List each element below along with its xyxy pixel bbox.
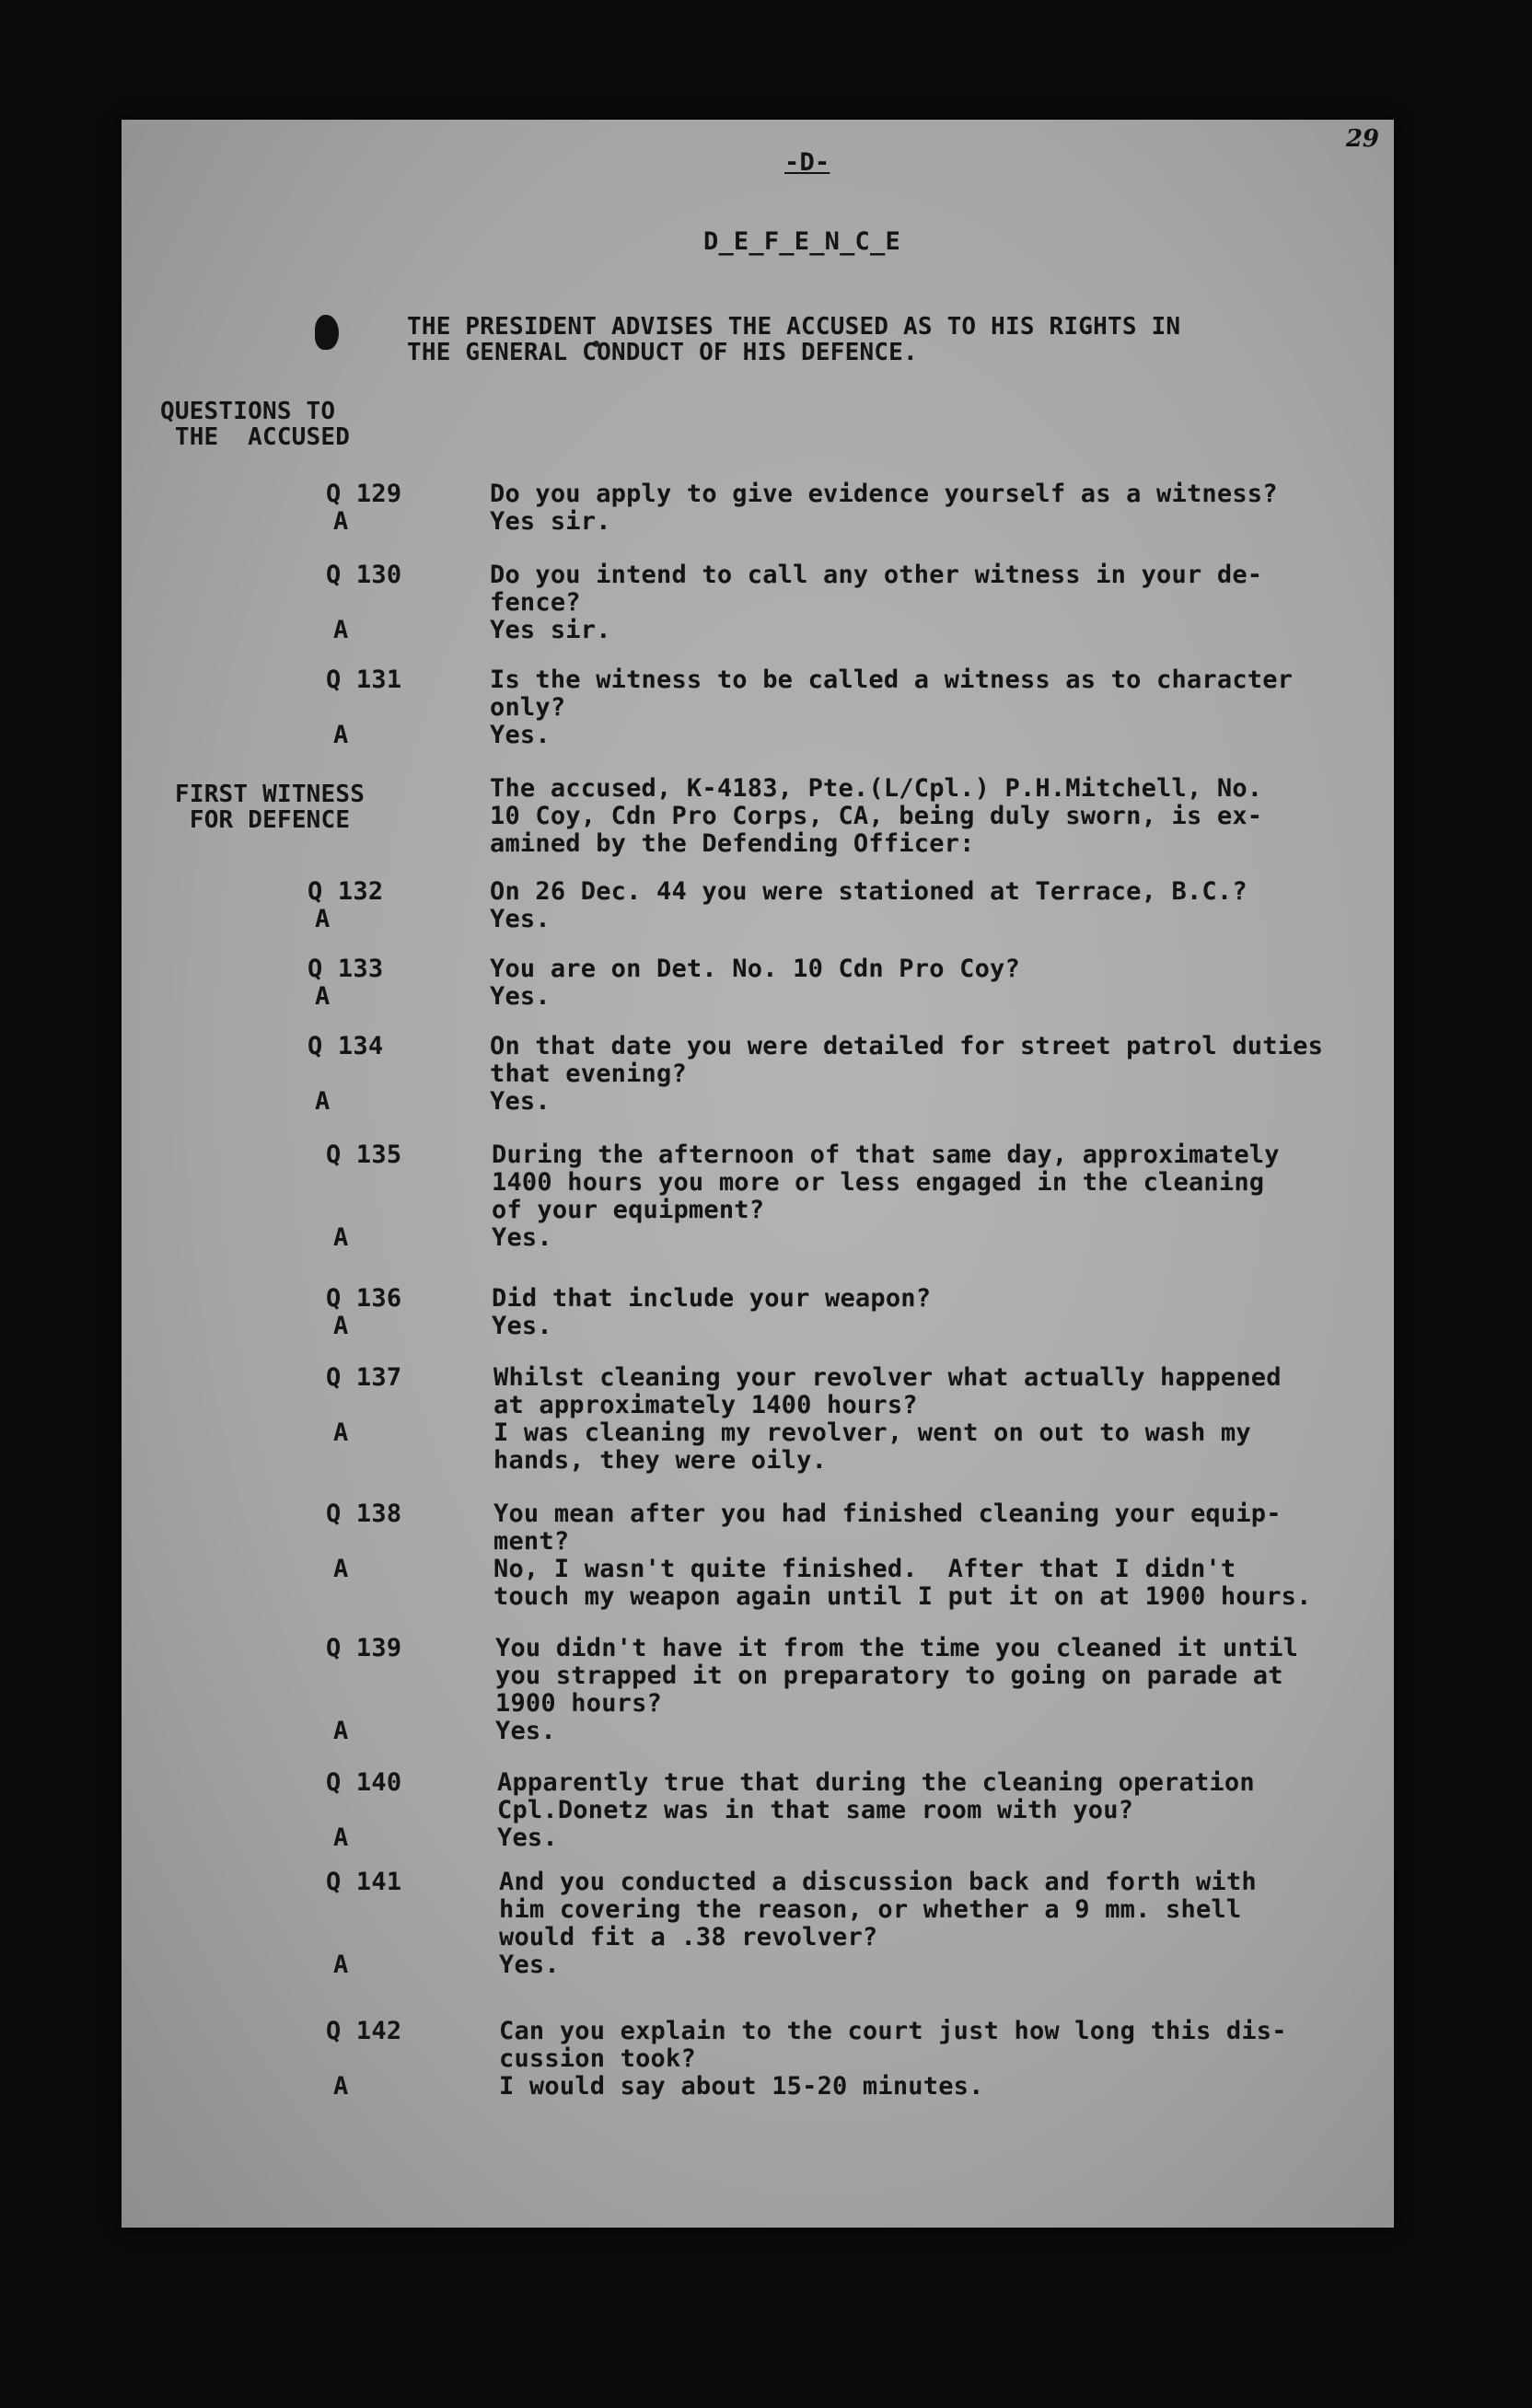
margin-note-questions-line-1: QUESTIONS TO	[160, 398, 336, 425]
answer-text: Yes.	[492, 1312, 552, 1340]
qa-text-line: I would say about 15-20 minutes.	[499, 2072, 984, 2101]
qa-text-line: On 26 Dec. 44 you were stationed at Terrace, B.C.?	[490, 877, 1248, 906]
qa-text-line: I was cleaning my revolver, went on out to wash my	[493, 1418, 1251, 1447]
page-title: D_E_F_E_N_C_E	[703, 227, 900, 256]
question-number: Q 141	[326, 1868, 402, 1896]
document-page	[122, 120, 1394, 2228]
qa-text-line: him covering the reason, or whether a 9 mm. shell	[499, 1895, 1242, 1924]
page-corner-number: 29	[1345, 125, 1379, 153]
answer-marker: A	[333, 1717, 349, 1745]
question-number: Q 133	[308, 955, 384, 983]
answer-marker: A	[333, 1223, 349, 1252]
qa-text-line: On that date you were detailed for street patrol duties	[490, 1032, 1324, 1060]
question-number: Q 130	[326, 561, 402, 589]
qa-text-line: Did that include your weapon?	[492, 1284, 932, 1313]
answer-marker: A	[333, 721, 349, 749]
qa-text-line: Apparently true that during the cleaning operation	[497, 1768, 1255, 1797]
answer-marker: A	[333, 1555, 349, 1583]
question-number: Q 136	[326, 1284, 402, 1313]
margin-note-questions-line-2: THE ACCUSED	[160, 423, 351, 451]
answer-marker: A	[315, 905, 331, 933]
question-number: Q 129	[326, 480, 402, 508]
answer-marker: A	[333, 507, 349, 536]
qa-text-line: Whilst cleaning your revolver what actually happened	[493, 1363, 1282, 1392]
answer-marker: A	[333, 2072, 349, 2101]
question-number: Q 140	[326, 1768, 402, 1797]
answer-marker: A	[333, 1418, 349, 1447]
answer-text: Yes.	[490, 982, 551, 1011]
answer-marker: A	[315, 982, 331, 1011]
qa-text-line: You are on Det. No. 10 Cdn Pro Coy?	[490, 955, 1020, 983]
question-number: Q 137	[326, 1363, 402, 1392]
qa-text-line: touch my weapon again until I put it on at 1900 hours.	[493, 1582, 1312, 1611]
question-number: Q 131	[326, 666, 402, 694]
question-number: Q 138	[326, 1499, 402, 1528]
qa-text-line: cussion took?	[499, 2044, 696, 2073]
answer-text: Yes.	[497, 1823, 558, 1852]
answer-marker: A	[333, 616, 349, 644]
answer-text: Yes.	[492, 1223, 552, 1252]
intro-line-1: THE PRESIDENT ADVISES THE ACCUSED AS TO HIS RIGHTS IN	[407, 313, 1181, 341]
answer-text: Yes.	[499, 1951, 560, 1979]
ink-blot	[315, 315, 339, 350]
witness-intro-line: amined by the Defending Officer:	[490, 829, 975, 858]
qa-text-line: ment?	[493, 1527, 570, 1556]
margin-note-witness-line-1: FIRST WITNESS	[175, 781, 366, 808]
qa-text-line: fence?	[490, 588, 581, 617]
qa-text-line: During the afternoon of that same day, approximately	[492, 1140, 1280, 1169]
question-number: Q 134	[308, 1032, 384, 1060]
question-number: Q 135	[326, 1140, 402, 1169]
answer-text: Yes.	[495, 1717, 556, 1745]
question-number: Q 139	[326, 1634, 402, 1662]
qa-text-line: would fit a .38 revolver?	[499, 1923, 878, 1951]
qa-text-line: Do you intend to call any other witness in your de-	[490, 561, 1263, 589]
answer-text: Yes.	[490, 1087, 551, 1116]
answer-marker: A	[315, 1087, 331, 1116]
qa-text-line: only?	[490, 693, 566, 722]
qa-text-line: 1900 hours?	[495, 1689, 663, 1718]
witness-intro-line: The accused, K-4183, Pte.(L/Cpl.) P.H.Mitchell, No.	[490, 774, 1263, 803]
answer-text: Yes sir.	[490, 507, 611, 536]
qa-text-line: of your equipment?	[492, 1196, 765, 1224]
answer-text: Yes sir.	[490, 616, 611, 644]
margin-note-witness-line-2: FOR DEFENCE	[175, 806, 351, 834]
answer-text: Yes.	[490, 721, 551, 749]
qa-text-line: You mean after you had finished cleaning your equip-	[493, 1499, 1282, 1528]
qa-text-line: you strapped it on preparatory to going on parade at	[495, 1661, 1283, 1690]
qa-text-line: Can you explain to the court just how long this dis-	[499, 2017, 1287, 2045]
qa-text-line: 1400 hours you more or less engaged in the cleaning	[492, 1168, 1265, 1197]
qa-text-line: hands, they were oily.	[493, 1446, 828, 1475]
question-number: Q 132	[308, 877, 384, 906]
qa-text-line: that evening?	[490, 1059, 687, 1088]
qa-text-line: Cpl.Donetz was in that same room with you?	[497, 1796, 1134, 1824]
qa-text-line: Do you apply to give evidence yourself as a witness?	[490, 480, 1278, 508]
page-marker: -D-	[784, 148, 830, 177]
qa-text-line: at approximately 1400 hours?	[493, 1391, 918, 1419]
answer-marker: A	[333, 1312, 349, 1340]
intro-line-2: THE GENERAL CONDUCT OF HIS DEFENCE.	[407, 339, 918, 366]
qa-text-line: You didn't have it from the time you cleaned it until	[495, 1634, 1299, 1662]
answer-text: Yes.	[490, 905, 551, 933]
answer-marker: A	[333, 1951, 349, 1979]
qa-text-line: Is the witness to be called a witness as to character	[490, 666, 1294, 694]
qa-text-line: No, I wasn't quite finished. After that I didn't	[493, 1555, 1236, 1583]
witness-intro-line: 10 Coy, Cdn Pro Corps, CA, being duly sworn, is ex-	[490, 802, 1263, 830]
qa-text-line: And you conducted a discussion back and forth with	[499, 1868, 1257, 1896]
answer-marker: A	[333, 1823, 349, 1852]
question-number: Q 142	[326, 2017, 402, 2045]
